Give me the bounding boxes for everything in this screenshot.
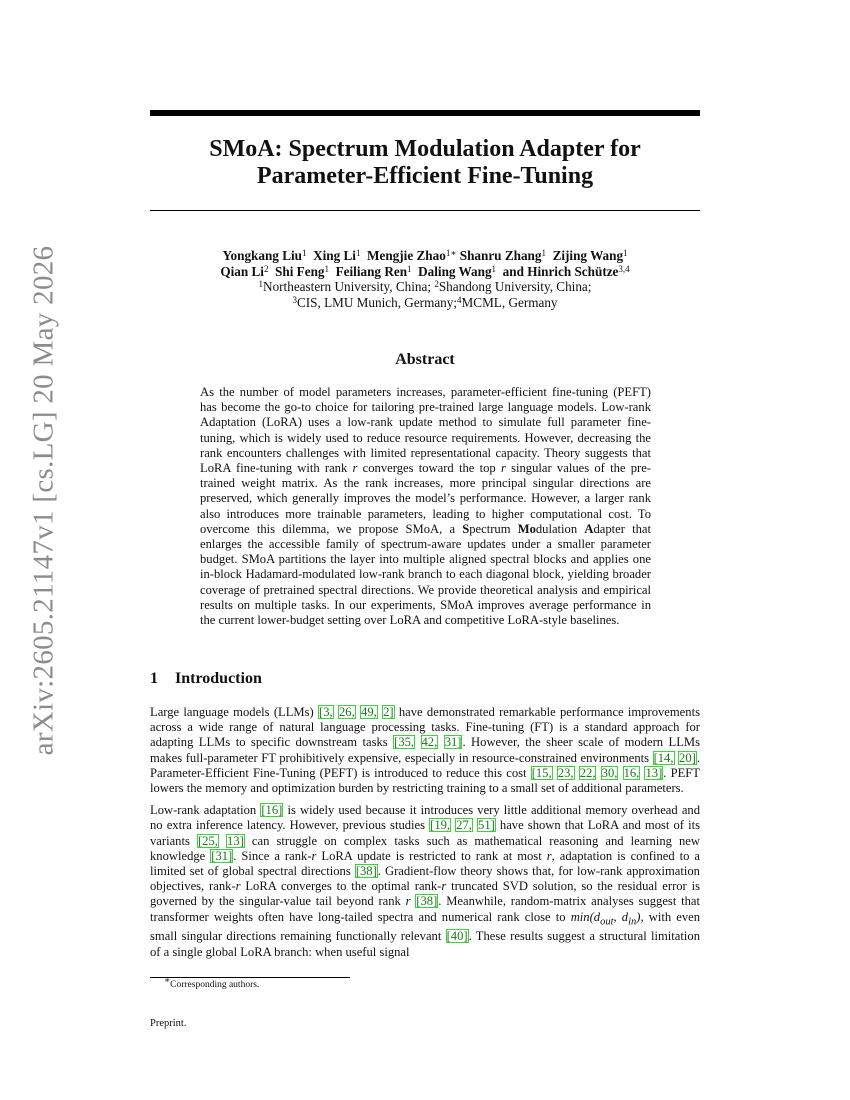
author-name: Zijing Wang — [552, 248, 624, 263]
citation-link[interactable]: [16] — [261, 803, 283, 818]
intro-paragraph-1: Large language models (LLMs) [3, 26, 49, 2] have demonstrated remarkable performance improvements across a wide range of natural language processing tasks. Fine-tuning (FT) is a standard approach for adapting LLMs to specific downstream tasks [35, 42, 31]. However, the sheer scale of modern LLMs makes full-parameter FT prohibitively expensive, especially in resource-constrained environments [14, 20]. Parameter-Efficient Fine-Tuning (PEFT) is introduced to reduce this cost [15, 23, 22, 30, 16, 13]. PEFT lowers the memory and optimization burden by restricting training to a small set of additional parameters. — [150, 705, 701, 796]
citation-link[interactable]: 13] — [645, 765, 663, 780]
footnote-rule — [150, 977, 350, 978]
abstract-heading: Abstract — [395, 351, 455, 368]
citation-link[interactable]: 51] — [478, 818, 495, 833]
author-list-line-1: Yongkang Liu$^1$ Xing Li$^1$ Mengjie Zhao$^{1∗}$ Shanru Zhang$^1$ Zijing Wang$^1$ — [222, 248, 628, 263]
citation-link[interactable]: 2] — [383, 705, 394, 719]
author-name: Xing Li — [313, 248, 356, 263]
citation-link[interactable]: 30, — [601, 765, 618, 780]
citation-link[interactable]: [40] — [446, 929, 468, 944]
citation-link[interactable]: [31] — [211, 848, 233, 863]
author-name: Shanru Zhang — [459, 248, 542, 263]
citation-link[interactable]: 27, — [456, 818, 472, 833]
footnote: ∗Corresponding authors. — [164, 975, 260, 990]
citation-link[interactable]: 16, — [623, 765, 640, 780]
author-block — [150, 248, 700, 310]
author-list-line-2: Qian Li$^2$ Shi Feng$^1$ Feiliang Ren$^1$ Daling Wang$^1$ and Hinrich Schütze$^{3,4}$ — [220, 263, 630, 279]
citation-link[interactable]: [19, — [430, 818, 451, 833]
title-line-1: SMoA: Spectrum Modulation Adapter for — [209, 136, 641, 162]
citation-link[interactable]: 13] — [227, 833, 244, 848]
citation-link[interactable]: 26, — [338, 705, 355, 719]
citation-link[interactable]: 49, — [361, 705, 377, 719]
citation-link[interactable]: [25, — [197, 833, 218, 848]
affiliation-line-1: $^1$Northeastern University, China; $^2$Shandong University, China; — [258, 279, 592, 294]
author-name: and Hinrich Schütze — [502, 263, 619, 279]
citation-link[interactable]: [38] — [355, 864, 377, 879]
citation-link[interactable]: [14, — [653, 750, 674, 765]
abstract-text: As the number of model parameters increases, parameter-efficient fine-tuning (PEFT) has become the go-to choice for tailoring pre-trained large language models. Low-rank Adaptation (LoRA) uses a low-rank update method to simulate full parameter fine-tuning, which is widely used to reduce resource requirements. However, decreasing the rank encounters challenges with limited representational capacity. Theory suggests that LoRA fine-tuning with rank r converges toward the top r singular values of the pre-trained weight matrix. As the rank increases, more principal singular directions are preserved, which generally improves the model’s performance. However, a larger rank also introduces more trainable parameters, leading to higher computational cost. To overcome this dilemma, we propose SMoA, a Spectrum Modulation Adapter that enlarges the accessible family of spectrum-aware updates under a smaller parameter budget. SMoA partitions the layer into multiple aligned spectral blocks and applies one in-block Hadamard-modulated low-rank branch to each diagonal block, yielding broader coverage of pretrained spectral directions. We provide theoretical analysis and empirical results on multiple tasks. In our experiments, SMoA improves average performance in the current lower-budget setting over LoRA and competitive LoRA-style baselines. — [200, 385, 652, 628]
title-line-2: Parameter-Efficient Fine-Tuning — [256, 163, 594, 189]
affiliation-line-2: $^3$CIS, LMU Munich, Germany;$^4$MCML, Germany — [292, 294, 558, 310]
author-name: Qian Li — [220, 263, 264, 279]
introduction-body — [150, 705, 700, 967]
citation-link[interactable]: 42, — [421, 735, 438, 750]
preprint-label: Preprint. — [150, 1018, 187, 1029]
author-name: Mengjie Zhao — [367, 248, 446, 263]
section-heading-introduction: 1 Introduction — [150, 670, 262, 687]
citation-link[interactable]: 23, — [557, 765, 574, 780]
author-name: Daling Wang — [418, 263, 492, 279]
arxiv-sidebar-id: arXiv:2605.21147v1 [cs.LG] 20 May 2026 — [27, 245, 60, 755]
inline-math: $\min(d_{out}$, $d_{in}$) — [570, 909, 641, 928]
author-name: Shi Feng — [275, 263, 325, 279]
citation-link[interactable]: [3, — [319, 705, 333, 719]
citation-link[interactable]: 31] — [444, 735, 462, 750]
citation-link[interactable]: 22, — [579, 765, 596, 780]
author-name: Feiliang Ren — [335, 263, 408, 279]
citation-link[interactable]: [38] — [416, 894, 438, 909]
intro-paragraph-2: Low-rank adaptation [16] is widely used because it introduces very little additional memory overhead and no extra inference latency. However, previous studies [19, 27, 51] have shown that LoRA and most of its variants [25, 13] can struggle on complex tasks such as mathematical reasoning and learning new knowledge [31]. Since a rank-r LoRA update is restricted to rank at most r, adaptation is confined to a limited set of global spectral directions [38]. Gradient-flow theory shows that, for low-rank approximation objectives, rank-r LoRA converges to the optimal rank-r truncated SVD solution, so the residual error is governed by the singular-value tail beyond rank r [38]. Meanwhile, random-matrix analyses suggest that transformer weights often have long-tailed spectra and numerical rank close to $\min(d_{out}$, $d_{in}$), with even small singular directions remaining functionally relevant [40]. These results suggest a structural limitation of a single global LoRA branch: when useful signal — [150, 803, 701, 959]
citation-link[interactable]: [35, — [394, 735, 415, 750]
citation-link[interactable]: [15, — [531, 765, 552, 780]
paper-title — [150, 136, 700, 190]
author-name: Yongkang Liu — [222, 248, 302, 263]
title-top-rule — [150, 110, 700, 116]
title-bottom-rule — [150, 210, 700, 211]
citation-link[interactable]: 20] — [679, 750, 696, 765]
